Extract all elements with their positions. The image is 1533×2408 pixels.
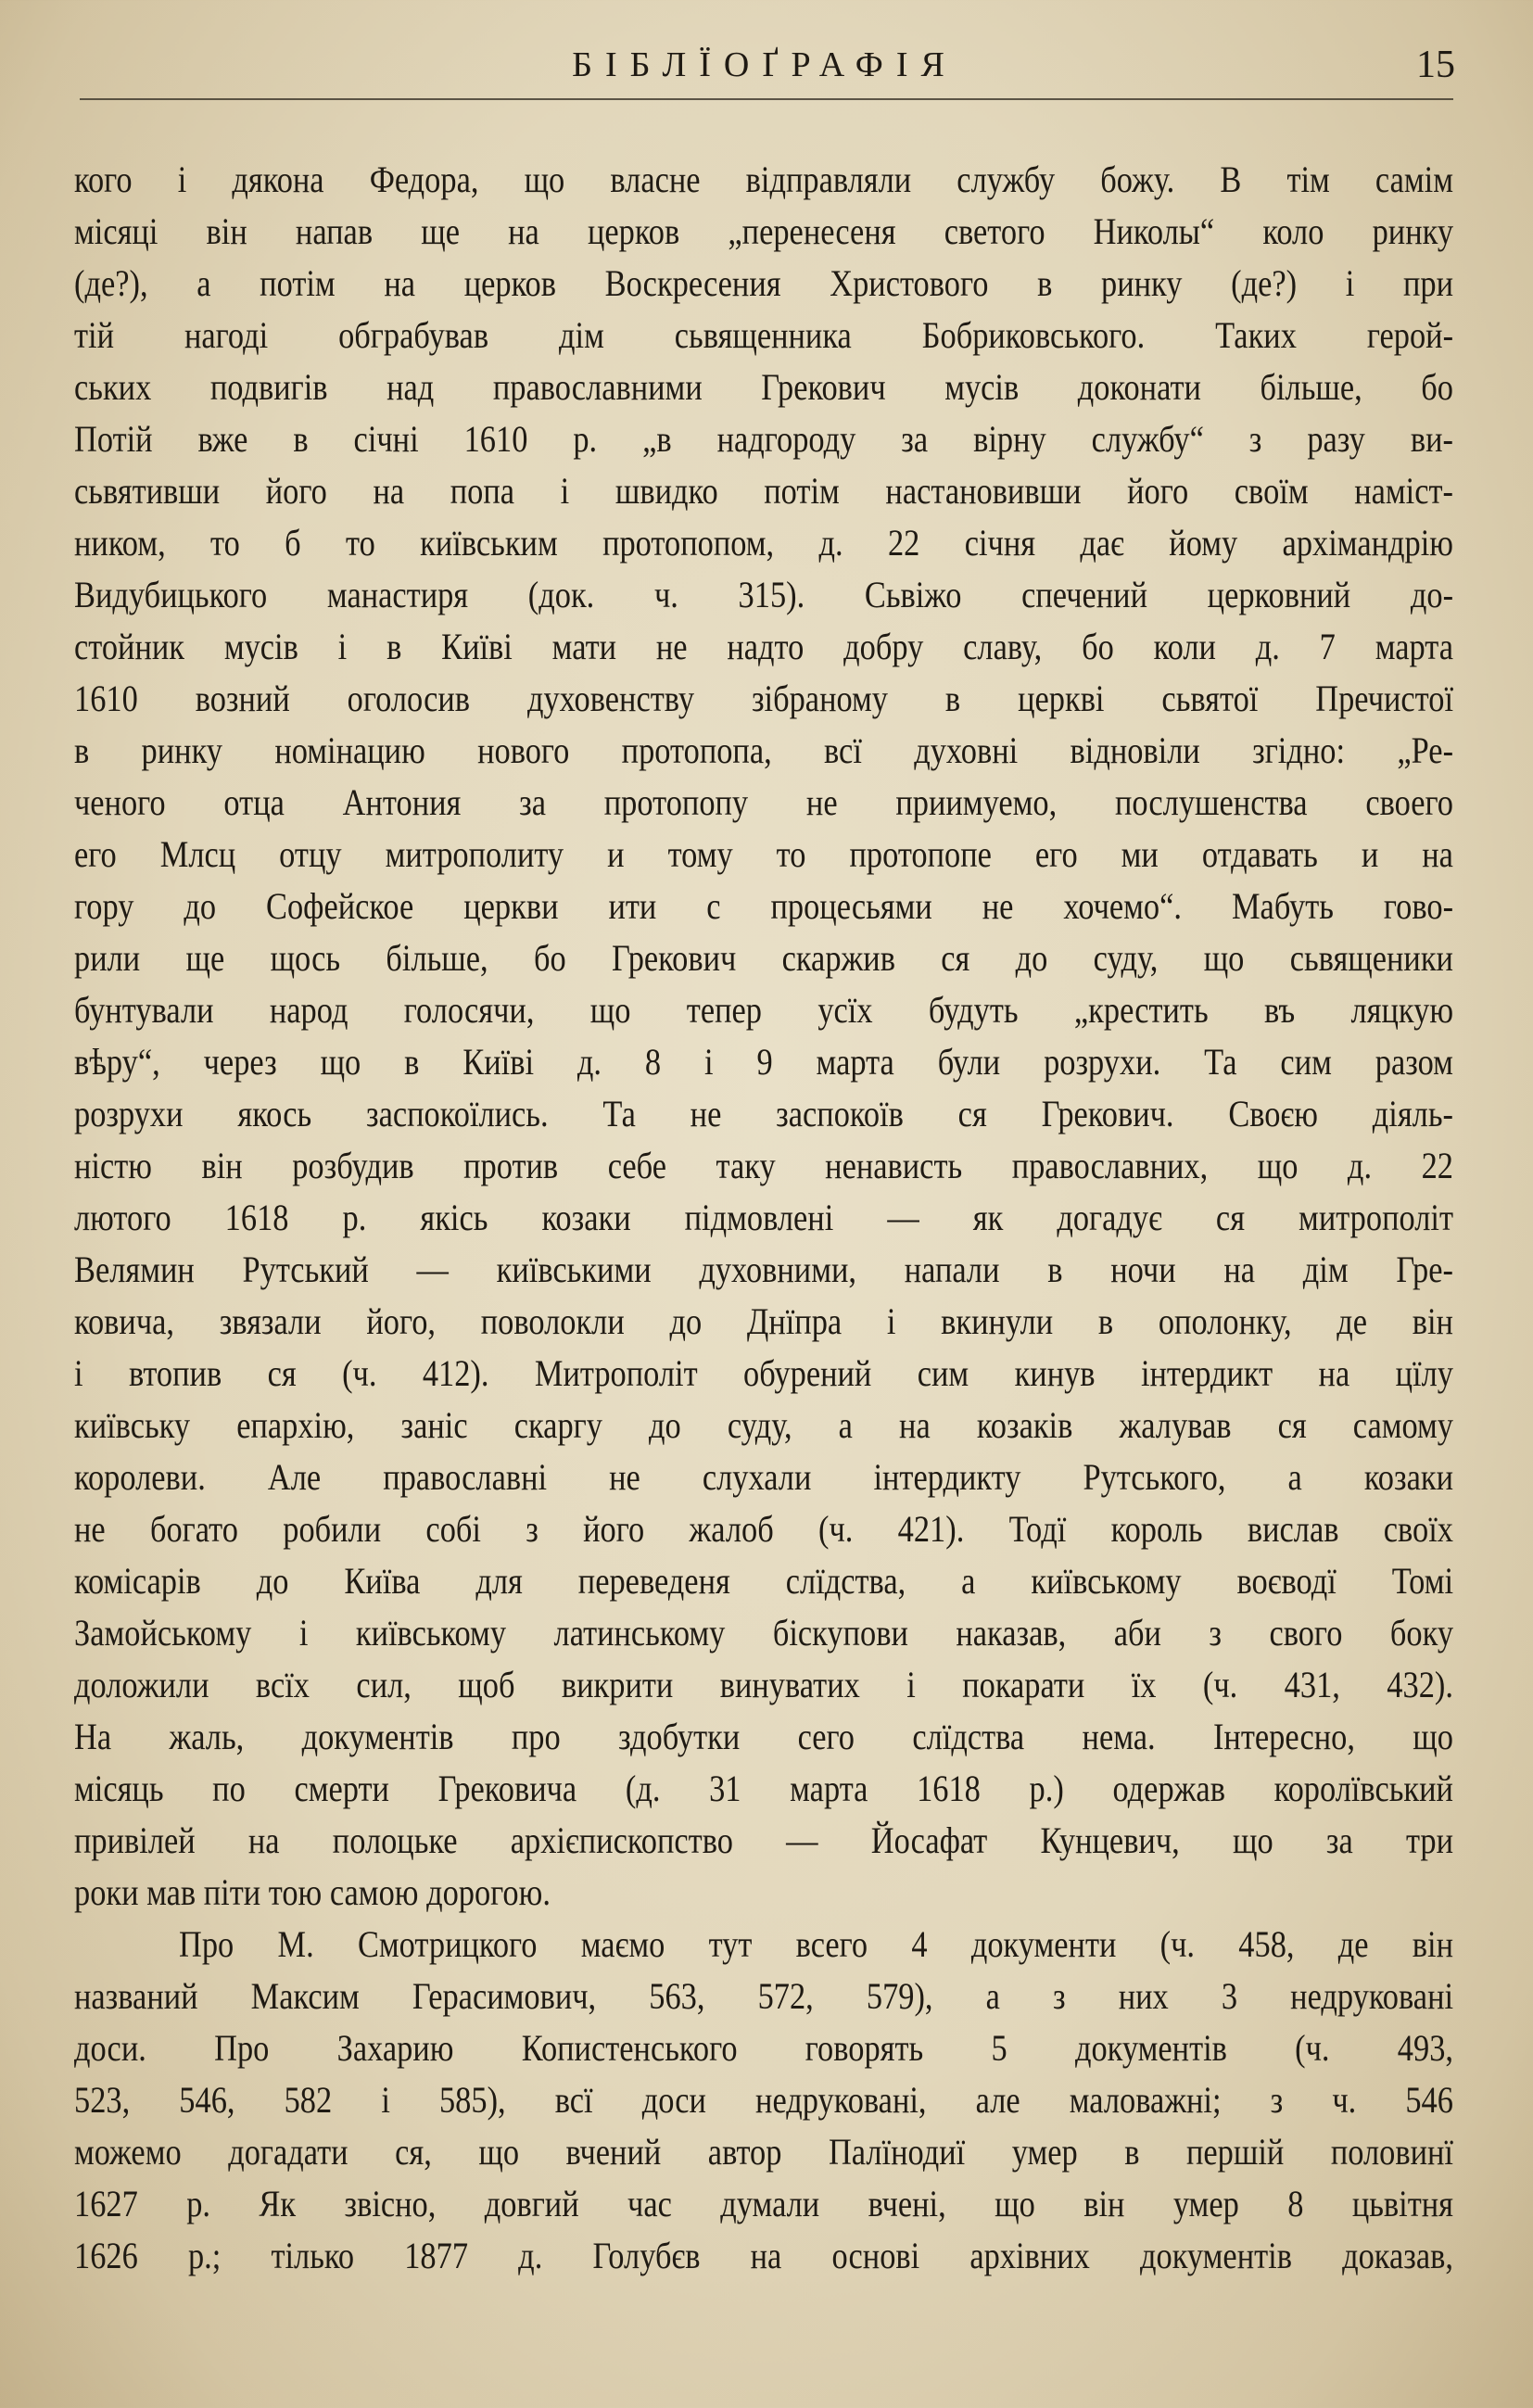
- text-line-content: ником, то б то київським протопопом, д. 22 січня дає йому архімандрію: [74, 522, 1453, 564]
- text-line-content: місяці він напав ще на церков „перенесеня светого Николы“ коло ринку: [74, 210, 1454, 252]
- text-line: [74, 2022, 1453, 2074]
- text-line-content: его Млсц отцу митрополиту и тому то протопопе его ми отдавать и на: [74, 833, 1453, 875]
- text-line: [74, 1400, 1453, 1451]
- text-line: [74, 1607, 1453, 1659]
- text-line: [74, 1763, 1453, 1815]
- text-line-content: доси. Про Захарию Копистенського говорять 5 документів (ч. 493,: [74, 2027, 1454, 2069]
- text-line: [74, 1555, 1453, 1607]
- page-number: 15: [1416, 44, 1455, 86]
- text-line-content: можемо догадати ся, що вчений автор Палїнодиї умер в першій половинї: [74, 2131, 1453, 2173]
- text-line: [74, 621, 1453, 673]
- text-line: [74, 1659, 1453, 1711]
- text-line-content: не богато робили собі з його жалоб (ч. 421). Тодї король вислав своїх: [74, 1508, 1454, 1550]
- text-line-content: місяць по смерти Грековича (д. 31 марта 1618 р.) одержав королївський: [74, 1768, 1453, 1809]
- text-line: [74, 1971, 1453, 2022]
- text-line: [74, 881, 1453, 932]
- text-line: [74, 1140, 1453, 1192]
- text-line: [74, 1348, 1453, 1400]
- text-line: [74, 1451, 1453, 1503]
- text-line-content: вѣру“, через що в Київі д. 8 і 9 марта були розрухи. Та сим разом: [74, 1041, 1453, 1083]
- paragraph: [74, 154, 1453, 1919]
- text-line: [74, 829, 1453, 881]
- text-line-content: роки мав піти тою самою дорогою.: [74, 1871, 551, 1913]
- text-line: [74, 1088, 1453, 1140]
- text-line: [74, 984, 1453, 1036]
- text-line: [74, 1815, 1453, 1867]
- text-line-content: Про М. Смотрицкого маємо тут всего 4 документи (ч. 458, де він: [179, 1923, 1454, 1965]
- text-line-content: в ринку номінацию нового протопопа, всї духовні відновіли згідно: „Ре-: [74, 729, 1454, 771]
- text-line: [74, 1919, 1453, 1971]
- text-line-content: На жаль, документів про здобутки сего слїдства нема. Інтересно, що: [74, 1716, 1453, 1757]
- text-line-content: кого і дякона Федора, що власне відправляли службу божу. В тім самім: [74, 158, 1453, 200]
- text-line-content: сьвятивши його на попа і швидко потім настановивши його своїм наміст-: [74, 470, 1453, 512]
- text-line-content: ковича, звязали його, поволокли до Днїпра і вкинули в ополонку, де він: [74, 1300, 1453, 1342]
- text-line: [74, 1244, 1453, 1296]
- text-line-content: 523, 546, 582 і 585), всї доси недруковані, але маловажні; з ч. 546: [74, 2079, 1453, 2121]
- text-line: [74, 1867, 1453, 1919]
- text-line: [74, 465, 1453, 517]
- text-line: [74, 673, 1453, 725]
- text-line: [74, 1296, 1453, 1348]
- text-line: [74, 725, 1453, 777]
- text-line-content: київську епархію, заніс скаргу до суду, а на козаків жалував ся самому: [74, 1404, 1454, 1446]
- text-line: [74, 206, 1453, 258]
- text-line-content: названий Максим Герасимович, 563, 572, 579), а з них 3 недруковані: [74, 1975, 1454, 2017]
- text-line: [74, 361, 1453, 413]
- text-line-content: королеви. Але православні не слухали інтердикту Рутського, а козаки: [74, 1456, 1453, 1498]
- text-line-content: рили ще щось більше, бо Грекович скаржив ся до суду, що сьвященики: [74, 937, 1453, 979]
- text-line: [74, 2230, 1453, 2282]
- running-head: [74, 39, 1455, 95]
- text-line-content: Видубицького манастиря (док. ч. 315). Сьвіжо спечений церковний до-: [74, 574, 1454, 615]
- text-line: [74, 517, 1453, 569]
- text-line: [74, 310, 1453, 361]
- text-line: [74, 2126, 1453, 2178]
- text-line: [74, 777, 1453, 829]
- text-line: [74, 258, 1453, 310]
- text-line-content: тій нагоді обграбував дім сьвященника Бобриковського. Таких герой-: [74, 314, 1454, 356]
- text-line: [74, 2074, 1453, 2126]
- body-text: [74, 154, 1453, 2282]
- text-line-content: привілей на полоцьке архієпископство — Йосафат Кунцевич, що за три: [74, 1819, 1454, 1861]
- text-line-content: стойник мусів і в Київі мати не надто добру славу, бо коли д. 7 марта: [74, 626, 1453, 667]
- text-line-content: Потій вже в січні 1610 р. „в надгороду за вірну службу“ з разу ви-: [74, 418, 1453, 460]
- text-line-content: гору до Софейское церкви ити с процесьями не хочемо“. Мабуть гово-: [74, 885, 1454, 927]
- text-line-content: ченого отца Антония за протопопу не приимуемо, послушенства своего: [74, 781, 1453, 823]
- header-rule: [80, 98, 1453, 100]
- text-line-content: бунтували народ голосячи, що тепер усїх будуть „крестить въ ляцкую: [74, 989, 1454, 1031]
- text-line-content: лютого 1618 р. якісь козаки підмовлені — як догадує ся митрополіт: [74, 1197, 1454, 1238]
- text-line-content: 1626 р.; тілько 1877 д. Голубєв на основі архівних документів доказав,: [74, 2235, 1453, 2276]
- text-line: [74, 1192, 1453, 1244]
- text-line-content: доложили всїх сил, щоб викрити винуватих і покарати їх (ч. 431, 432).: [74, 1664, 1453, 1705]
- text-line: [74, 1036, 1453, 1088]
- text-line-content: 1627 р. Як звісно, довгий час думали вчені, що він умер 8 цьвітня: [74, 2183, 1453, 2224]
- text-line: [74, 569, 1453, 621]
- text-line: [74, 932, 1453, 984]
- paragraph: [74, 1919, 1453, 2282]
- text-line: [74, 1503, 1453, 1555]
- text-line: [74, 413, 1453, 465]
- text-line-content: і втопив ся (ч. 412). Митрополіт обурений сим кинув інтердикт на цїлу: [74, 1352, 1453, 1394]
- text-line-content: (де?), а потім на церков Воскресения Христового в ринку (де?) і при: [74, 262, 1454, 304]
- text-line-content: Замойському і київському латинському біскупови наказав, аби з свого боку: [74, 1612, 1454, 1654]
- text-line-content: ністю він розбудив против себе таку ненависть православних, що д. 22: [74, 1145, 1453, 1186]
- running-title: БІБЛЇОҐРАФІЯ: [572, 45, 957, 84]
- text-line-content: Велямин Рутський — київськими духовними, напали в ночи на дім Гре-: [74, 1248, 1453, 1290]
- text-line-content: ських подвигів над православними Грекович мусів доконати більше, бо: [74, 366, 1454, 408]
- text-line-content: розрухи якось заспокоїлись. Та не заспокоїв ся Грекович. Своєю діяль-: [74, 1093, 1453, 1134]
- text-line-content: 1610 возний оголосив духовенству зібраному в церкві сьвятої Пречистої: [74, 678, 1454, 719]
- text-line: [74, 1711, 1453, 1763]
- text-line: [74, 154, 1453, 206]
- text-line-content: комісарів до Київа для переведеня слїдства, а київському воєводї Томі: [74, 1560, 1454, 1602]
- text-line: [74, 2178, 1453, 2230]
